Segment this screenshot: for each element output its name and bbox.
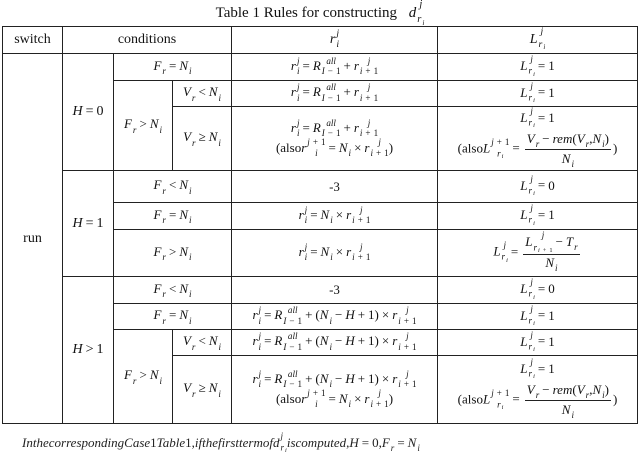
table-caption xyxy=(0,1,640,26)
table-row xyxy=(3,54,638,81)
r-rule: -3 xyxy=(232,277,438,304)
l-rule: L j r i = 1 xyxy=(438,54,638,81)
header-conditions: conditions xyxy=(63,27,232,54)
h-condition: H = 0 xyxy=(63,54,114,171)
r-rule: r j i = R all I − 1 + (N i − H + 1) × r j i + 1 xyxy=(232,330,438,356)
r-rule xyxy=(232,107,438,171)
header-L: L j r i xyxy=(438,27,638,54)
r-rule-main: r j i = R all I − 1 + (N i − H + 1) × r j i + 1 xyxy=(252,369,417,390)
l-rule: L j r i = 1 xyxy=(438,330,638,356)
l-rule: L j r i = 0 xyxy=(438,277,638,304)
v-condition: V r < N i xyxy=(173,330,232,356)
r-rule: r j i = R all I − 1 + (N i − H + 1) × r j i + 1 xyxy=(232,304,438,330)
caption-symbol: d j r i xyxy=(408,0,425,27)
r-rule: r j i = R all I − 1 + r j i + 1 xyxy=(232,81,438,107)
r-rule: r j i = R all I − 1 + r j i + 1 xyxy=(232,54,438,81)
f-condition: F r = N i xyxy=(114,54,232,81)
v-condition: V r ≥ N i xyxy=(173,107,232,171)
switch-cell: run xyxy=(3,54,63,424)
table-row xyxy=(3,171,638,203)
l-rule-main: L j r i = 1 xyxy=(520,356,555,381)
f-condition: F r < N i xyxy=(114,277,232,304)
header-row xyxy=(3,27,638,54)
l-rule xyxy=(438,356,638,424)
h-condition: H > 1 xyxy=(63,277,114,424)
header-switch: switch xyxy=(3,27,63,54)
l-rule: L j r i = 1 xyxy=(438,304,638,330)
l-rule xyxy=(438,107,638,171)
r-rule-also: (alsor j + 1 i = N i × r j i + 1 ) xyxy=(275,388,394,409)
l-rule: L j r i = L j r i + 1 − T r N i xyxy=(438,230,638,277)
r-rule-also: (alsor j + 1 i = N i × r j i + 1 ) xyxy=(275,137,394,158)
rules-table xyxy=(2,26,638,424)
l-rule-main: L j r i = 1 xyxy=(520,105,555,130)
r-rule: r j i = N i × r j i + 1 xyxy=(232,230,438,277)
l-rule-also: (alsoL j + 1 r i = V r − rem(V r ,N i ) N i ) xyxy=(457,130,618,169)
f-condition: F r > N i xyxy=(114,81,173,171)
h-condition: H = 1 xyxy=(63,171,114,277)
v-condition: V r < N i xyxy=(173,81,232,107)
table-row xyxy=(3,277,638,304)
r-rule-main: r j i = R all I − 1 + r j i + 1 xyxy=(290,118,379,139)
f-condition: F r > N i xyxy=(114,330,173,424)
body-text: InthecorrespondingCase1Table1,ifthefirsttermofd j r i iscomputed,H = 0,F r = N i xyxy=(22,431,420,455)
f-condition: F r > N i xyxy=(114,230,232,277)
r-rule xyxy=(232,356,438,424)
v-condition: V r ≥ N i xyxy=(173,356,232,424)
f-condition: F r = N i xyxy=(114,203,232,230)
r-rule: -3 xyxy=(232,171,438,203)
l-rule: L j r i = 1 xyxy=(438,81,638,107)
f-condition: F r < N i xyxy=(114,171,232,203)
caption-text: Table 1 Rules for constructing xyxy=(215,5,397,22)
l-rule: L j r i = 0 xyxy=(438,171,638,203)
header-r: r j i xyxy=(232,27,438,54)
f-condition: F r = N i xyxy=(114,304,232,330)
r-rule: r j i = N i × r j i + 1 xyxy=(232,203,438,230)
l-rule: L j r i = 1 xyxy=(438,203,638,230)
l-rule-also: (alsoL j + 1 r i = V r − rem(V r ,N i ) N i ) xyxy=(457,381,618,420)
